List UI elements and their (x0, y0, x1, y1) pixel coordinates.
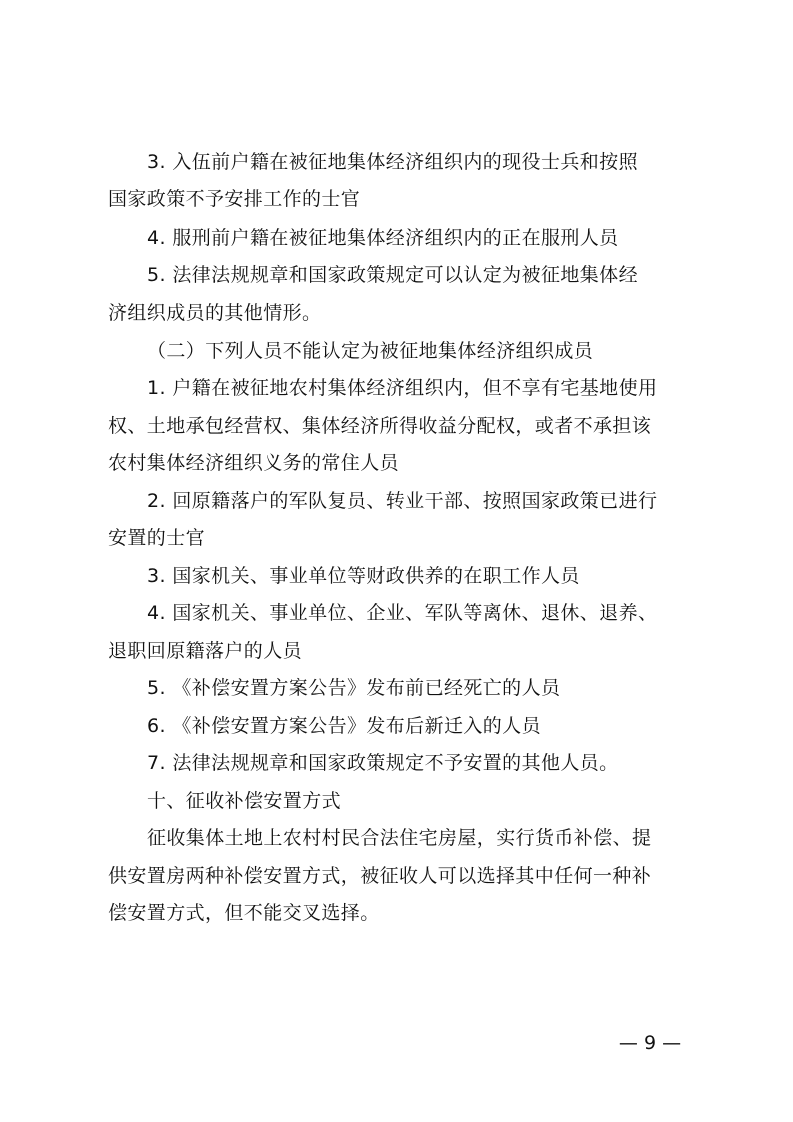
text-line: 退职回原籍落户的人员 (108, 640, 303, 662)
text-line: 偿安置方式，但不能交叉选择。 (108, 902, 380, 924)
text-line: 1. 户籍在被征地农村集体经济组织内，但不享有宅基地使用 (147, 377, 658, 399)
text-line: 5. 《补偿安置方案公告》发布前已经死亡的人员 (147, 677, 561, 699)
text-line: 4. 国家机关、事业单位、企业、军队等离休、退休、退养、 (147, 602, 658, 624)
section-heading: 十、征收补偿安置方式 (147, 790, 342, 812)
text-line: 国家政策不予安排工作的士官 (108, 188, 361, 210)
text-line: 安置的士官 (108, 527, 206, 549)
text-line: 权、土地承包经营权、集体经济所得收益分配权，或者不承担该 (108, 415, 652, 437)
text-line: 3. 国家机关、事业单位等财政供养的在职工作人员 (147, 565, 580, 587)
text-line: 济组织成员的其他情形。 (108, 302, 322, 324)
text-line: 供安置房两种补偿安置方式，被征收人可以选择其中任何一种补 (108, 865, 652, 887)
text-line: 征收集体土地上农村村民合法住宅房屋，实行货币补偿、提 (147, 827, 652, 849)
page-number: — 9 — (618, 1032, 682, 1054)
text-line: 农村集体经济组织义务的常住人员 (108, 452, 400, 474)
section-heading: （二）下列人员不能认定为被征地集体经济组织成员 (147, 340, 594, 362)
text-line: 2. 回原籍落户的军队复员、转业干部、按照国家政策已进行 (147, 490, 658, 512)
text-line: 5. 法律法规规章和国家政策规定可以认定为被征地集体经 (147, 264, 638, 286)
text-line: 4. 服刑前户籍在被征地集体经济组织内的正在服刑人员 (147, 227, 619, 249)
text-line: 6. 《补偿安置方案公告》发布后新迁入的人员 (147, 715, 541, 737)
text-line: 7. 法律法规规章和国家政策规定不予安置的其他人员。 (147, 752, 619, 774)
text-line: 3. 入伍前户籍在被征地集体经济组织内的现役士兵和按照 (147, 151, 638, 173)
